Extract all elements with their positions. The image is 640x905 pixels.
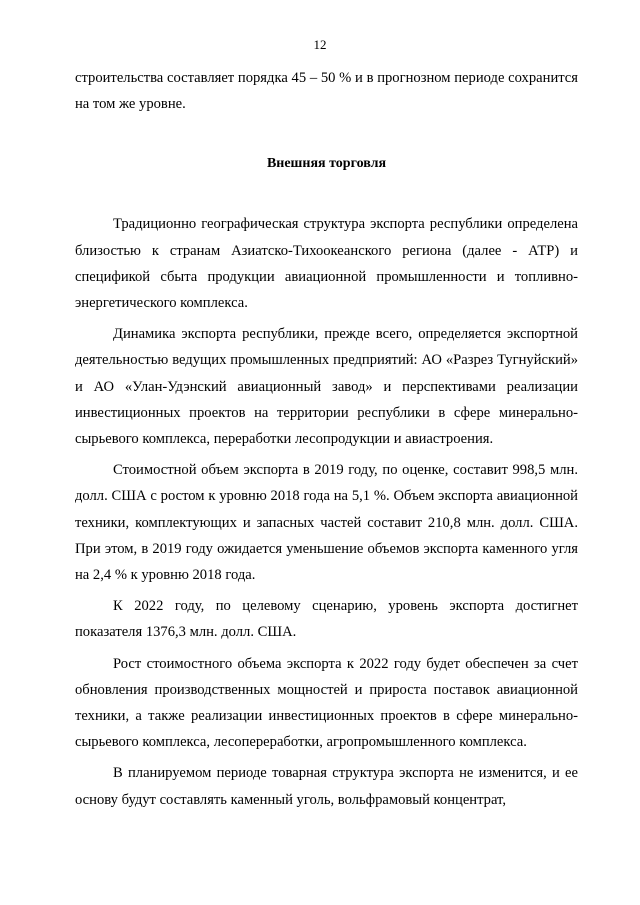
page-number: 12: [313, 37, 327, 52]
page-body: [75, 65, 578, 813]
paragraph-export-volume: Стоимостной объем экспорта в 2019 году, по оценке, составит 998,5 млн. долл. США с ростом к уровню 2018 года на 5,1 %. Объем экспорта авиационной техники, комплектующих и запасных частей составит 210,8 млн. долл. США. При этом, в 2019 году ожидается уменьшение объемов экспорта каменного угля на 2,4 % к уровню 2018 года.: [75, 462, 578, 584]
paragraph-dynamics: Динамика экспорта республики, прежде всего, определяется экспортной деятельностью ведущих промышленных предприятий: АО «Разрез Тугнуйский» и АО «Улан-Удэнский авиационный завод» и перспективами реализации инвестиционных проектов на территории республики в сфере минерально-сырьевого комплекса, переработки лесопродукции и авиастроения.: [75, 326, 578, 448]
paragraph-target-2022: К 2022 году, по целевому сценарию, уровень экспорта достигнет показателя 1376,3 млн. долл. США.: [75, 598, 578, 641]
section-title: Внешняя торговля: [266, 156, 387, 172]
paragraph-structure: В планируемом периоде товарная структура экспорта не изменится, и ее основу будут составлять каменный уголь, вольфрамовый концентрат,: [75, 765, 578, 808]
paragraph-growth: Рост стоимостного объема экспорта к 2022 году будет обеспечен за счет обновления производственных мощностей и прироста поставок авиационной техники, а также реализации инвестиционных проектов в сфере минерально-сырьевого комплекса, лесопереработки, агропромышленного комплекса.: [75, 655, 578, 751]
continuation-paragraph: строительства составляет порядка 45 – 50 % и в прогнозном периоде сохранится на том же уровне.: [75, 70, 578, 113]
paragraph-geography: Традиционно географическая структура экспорта республики определена близостью к странам Азиатско-Тихоокеанского региона (далее - АТР) и спецификой сбыта продукции авиационной промышленности и топливно-энергетического комплекса.: [75, 216, 578, 312]
